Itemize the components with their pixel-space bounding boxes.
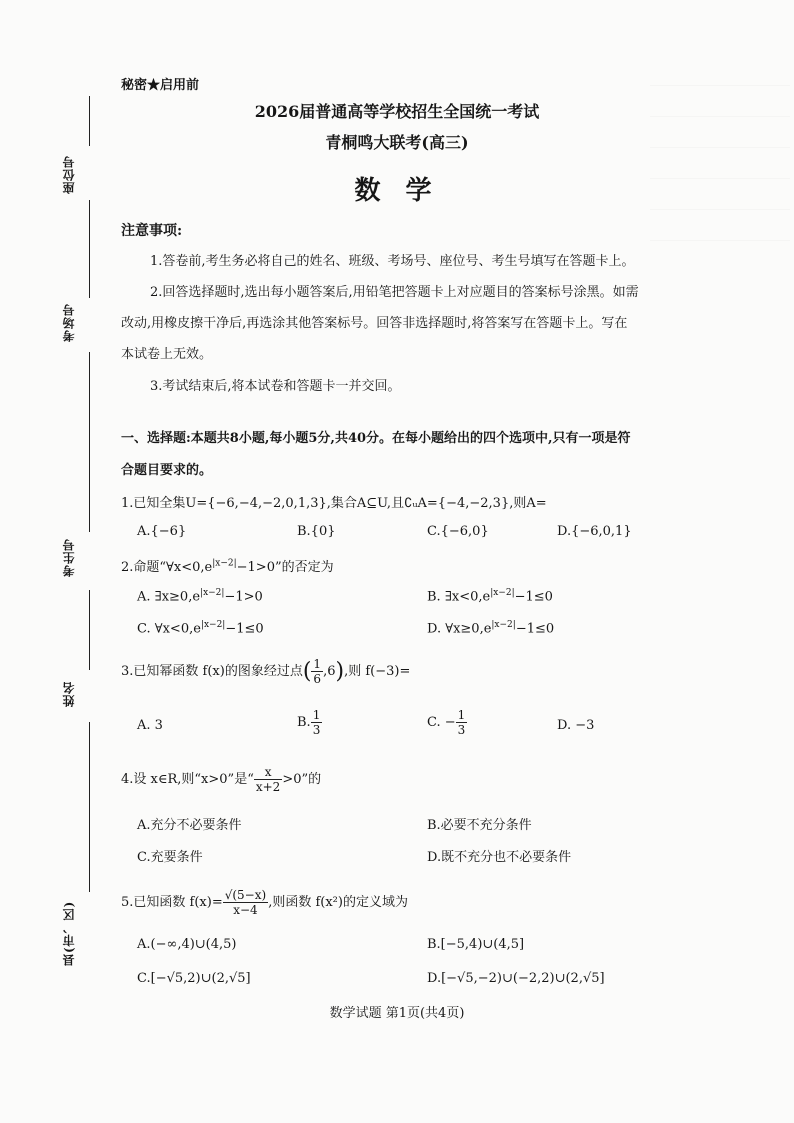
q1-option-b: B.{0} bbox=[297, 524, 336, 539]
q3-b-den: 3 bbox=[312, 723, 321, 737]
margin-line bbox=[89, 352, 90, 532]
page-footer: 数学试题 第1页(共4页) bbox=[329, 1006, 465, 1021]
section-heading-cont: 合题目要求的。 bbox=[121, 463, 213, 478]
q4-frac-num: x bbox=[254, 765, 282, 780]
q3-c-num: 1 bbox=[457, 708, 466, 722]
q3-stem-post: ,则 f(−3)= bbox=[344, 664, 411, 679]
q2-stem bbox=[121, 556, 334, 575]
q2-b-exponent: |x−2| bbox=[490, 588, 515, 598]
q5-stem-post: ,则函数 f(x²)的定义域为 bbox=[268, 895, 408, 910]
q4-fraction bbox=[254, 765, 282, 794]
q3-option-d: D. −3 bbox=[557, 718, 595, 733]
q5-stem bbox=[121, 888, 408, 917]
notice-item-3: 3.考试结束后,将本试卷和答题卡一并交回。 bbox=[150, 379, 401, 394]
q2-option-a bbox=[137, 588, 263, 604]
q3-option-c bbox=[427, 708, 467, 737]
county-label: 县(市、区) bbox=[62, 900, 76, 966]
q2-c-pre: C. ∀x<0,e bbox=[137, 621, 201, 637]
notice-item-2-end: 本试卷上无效。 bbox=[121, 347, 213, 362]
q2-stem-pre: 2.命题“∀x<0,e bbox=[121, 560, 213, 575]
q5-option-b: B.[−5,4)∪(4,5] bbox=[427, 937, 525, 952]
q2-c-post: −1≤0 bbox=[225, 621, 264, 637]
q3-c-label: C. − bbox=[427, 715, 456, 730]
q4-option-a: A.充分不必要条件 bbox=[137, 818, 242, 833]
margin-line bbox=[89, 590, 90, 670]
q3-c-fraction bbox=[456, 708, 468, 737]
q1-option-c: C.{−6,0} bbox=[427, 524, 489, 539]
q5-fraction bbox=[223, 888, 268, 917]
notice-item-2: 2.回答选择题时,选出每小题答案后,用铅笔把答题卡上对应题目的答案标号涂黑。如需 bbox=[150, 285, 639, 300]
margin-line bbox=[89, 200, 90, 298]
q2-option-d bbox=[427, 620, 554, 636]
q2-a-exponent: |x−2| bbox=[200, 588, 225, 598]
secret-label: 秘密★启用前 bbox=[121, 78, 200, 93]
q3-b-label: B. bbox=[297, 715, 311, 730]
q4-stem-pre: 4.设 x∈R,则“x>0”是“ bbox=[121, 772, 254, 787]
q3-point-den: 6 bbox=[313, 672, 322, 686]
q2-b-post: −1≤0 bbox=[514, 589, 553, 605]
binding-margin bbox=[60, 0, 120, 1123]
q2-b-pre: B. ∃x<0,e bbox=[427, 589, 491, 605]
q3-point-fraction bbox=[311, 657, 323, 686]
q2-d-exponent: |x−2| bbox=[491, 620, 516, 630]
q3-c-den: 3 bbox=[457, 723, 466, 737]
q5-option-a: A.(−∞,4)∪(4,5) bbox=[137, 937, 237, 952]
exam-subtitle: 青桐鸣大联考(高三) bbox=[325, 133, 469, 152]
exam-no-label: 考生号 bbox=[62, 538, 76, 578]
q2-d-pre: D. ∀x≥0,e bbox=[427, 621, 492, 637]
name-label: 姓名 bbox=[62, 681, 76, 707]
q1-option-a: A.{−6} bbox=[137, 524, 187, 539]
q2-option-b bbox=[427, 588, 553, 604]
q4-option-d: D.既不充分也不必要条件 bbox=[427, 850, 572, 865]
q2-d-post: −1≤0 bbox=[515, 621, 555, 637]
q3-paren-open: ( bbox=[302, 659, 312, 684]
q2-c-exponent: |x−2| bbox=[200, 620, 226, 630]
room-label: 考场号 bbox=[62, 303, 76, 343]
seat-label: 座位号 bbox=[62, 155, 76, 195]
q5-option-d: D.[−√5,−2)∪(−2,2)∪(2,√5] bbox=[427, 971, 605, 986]
q5-frac-den: x−4 bbox=[233, 903, 258, 917]
q4-option-c: C.充要条件 bbox=[137, 850, 203, 865]
q3-paren-close: ) bbox=[335, 659, 345, 684]
q1-stem: 1.已知全集U={−6,−4,−2,0,1,3},集合A⊆U,且∁ᵤA={−4,−2,3},则A= bbox=[121, 496, 547, 511]
margin-line bbox=[89, 722, 90, 892]
q1-option-d: D.{−6,0,1} bbox=[557, 524, 632, 539]
q3-stem bbox=[121, 657, 410, 686]
q3-point-rest: ,6 bbox=[323, 664, 336, 679]
q3-b-num: 1 bbox=[312, 708, 321, 722]
q2-a-pre: A. ∃x≥0,e bbox=[137, 589, 201, 605]
notice-item-1: 1.答卷前,考生务必将自己的姓名、班级、考场号、座位号、考生号填写在答题卡上。 bbox=[150, 254, 635, 269]
q3-option-b bbox=[297, 708, 322, 737]
q2-stem-exponent: |x−2| bbox=[212, 558, 237, 569]
q5-option-c: C.[−√5,2)∪(2,√5] bbox=[137, 971, 251, 986]
q3-point-num: 1 bbox=[313, 657, 322, 671]
notice-item-2-cont: 改动,用橡皮擦干净后,再选涂其他答案标号。回答非选择题时,将答案写在答题卡上。写在 bbox=[121, 316, 628, 331]
q3-option-a: A. 3 bbox=[137, 718, 163, 733]
q3-stem-pre: 3.已知幂函数 f(x)的图象经过点 bbox=[121, 664, 303, 679]
q5-stem-pre: 5.已知函数 f(x)= bbox=[121, 895, 223, 910]
notice-heading: 注意事项: bbox=[121, 223, 183, 239]
q3-b-fraction bbox=[311, 708, 323, 737]
q4-stem bbox=[121, 765, 321, 794]
q4-stem-post: >0”的 bbox=[282, 772, 322, 787]
section-heading: 一、选择题:本题共8小题,每小题5分,共40分。在每小题给出的四个选项中,只有一项是符 bbox=[121, 431, 631, 446]
q4-option-b: B.必要不充分条件 bbox=[427, 818, 532, 833]
exam-title: 2026届普通高等学校招生全国统一考试 bbox=[254, 102, 540, 121]
q5-frac-num: √(5−x) bbox=[224, 888, 267, 902]
q2-option-c bbox=[137, 620, 264, 636]
q4-frac-den: x+2 bbox=[255, 780, 281, 794]
q2-a-post: −1>0 bbox=[224, 589, 263, 605]
subject-title: 数 学 bbox=[354, 176, 440, 206]
q2-stem-post: −1>0”的否定为 bbox=[236, 560, 334, 575]
